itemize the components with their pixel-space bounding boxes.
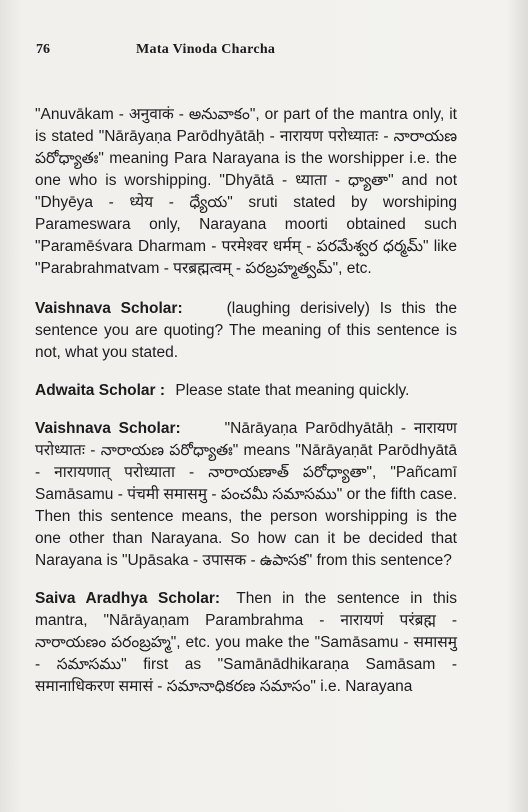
paragraph [35, 298, 457, 364]
speaker-label: Vaishnava Scholar: [35, 420, 181, 437]
paragraph-text: Please state that meaning quickly. [175, 382, 410, 399]
page-body [35, 104, 457, 714]
page-header [36, 42, 488, 64]
speaker-label: Adwaita Scholar : [35, 382, 166, 399]
page-number: 76 [36, 42, 50, 57]
paragraph [35, 380, 457, 402]
paragraph-text: (laughing derisively) Is this the sentence you are quoting? The meaning of this sentence is not, what you stated. [35, 300, 457, 361]
speaker-label: Vaishnava Scholar: [35, 300, 183, 317]
paragraph [35, 104, 457, 280]
paragraph-text: Then in the sentence in this mantra, "Nārāyaṇam Parambrahma - नारायणं परंब्रह्म - నారాయణం పరంబ్రహ్మ", etc. you make the "Samāsamu - समासमु - సమాసము" first as "Samānādhikaraṇa Samāsam - समानाधिकरण समासं - సమానాధికరణ సమాసం" i.e. Narayana [35, 590, 457, 695]
paragraph-text: "Nārāyaṇa Parōdhyātāḥ - नारायण परोध्यातः - నారాయణ పరోధ్యాతః" means "Nārāyaṇāt Parōdhyātā - नारायणात् परोध्याता - నారాయణాత్ పరోధ్యాతా", "Pañcamī Samāsamu - पंचमी समासमु - పంచమీ సమాసము" or the fifth case. Then this sentence means, the person worshipping is the one other than Narayana. So how can it be decided that Narayana is "Upāsaka - उपासक - ఉపాసక" from this sentence? [35, 420, 458, 569]
running-head: Mata Vinoda Charcha [136, 42, 276, 57]
speaker-label: Saiva Aradhya Scholar: [35, 590, 221, 607]
paragraph-text: "Anuvākam - अनुवाकं - అనువాకం", or part of the mantra only, it is stated "Nārāyaṇa Parōdhyātāḥ - नारायण परोध्यातः - నారాయణ పరోధ్యాతః" meaning Para Narayana is the worshipper i.e. the one who is worshipping. "Dhyātā - ध्याता - ధ్యాతా" and not "Dhyēya - ध्येय - ధ్యేయ" sruti stated by worshiping Parameswara only, Narayana moorti obtained such "Paramēśvara Dharmam - परमेश्वर धर्मम् - పరమేశ్వర ధర్మమ్" like "Parabrahmatvam - परब्रह्मत्वम् - పరబ్రహ్మత్వమ్", etc. [35, 106, 457, 277]
paragraph [35, 588, 457, 698]
paragraph [35, 418, 457, 572]
